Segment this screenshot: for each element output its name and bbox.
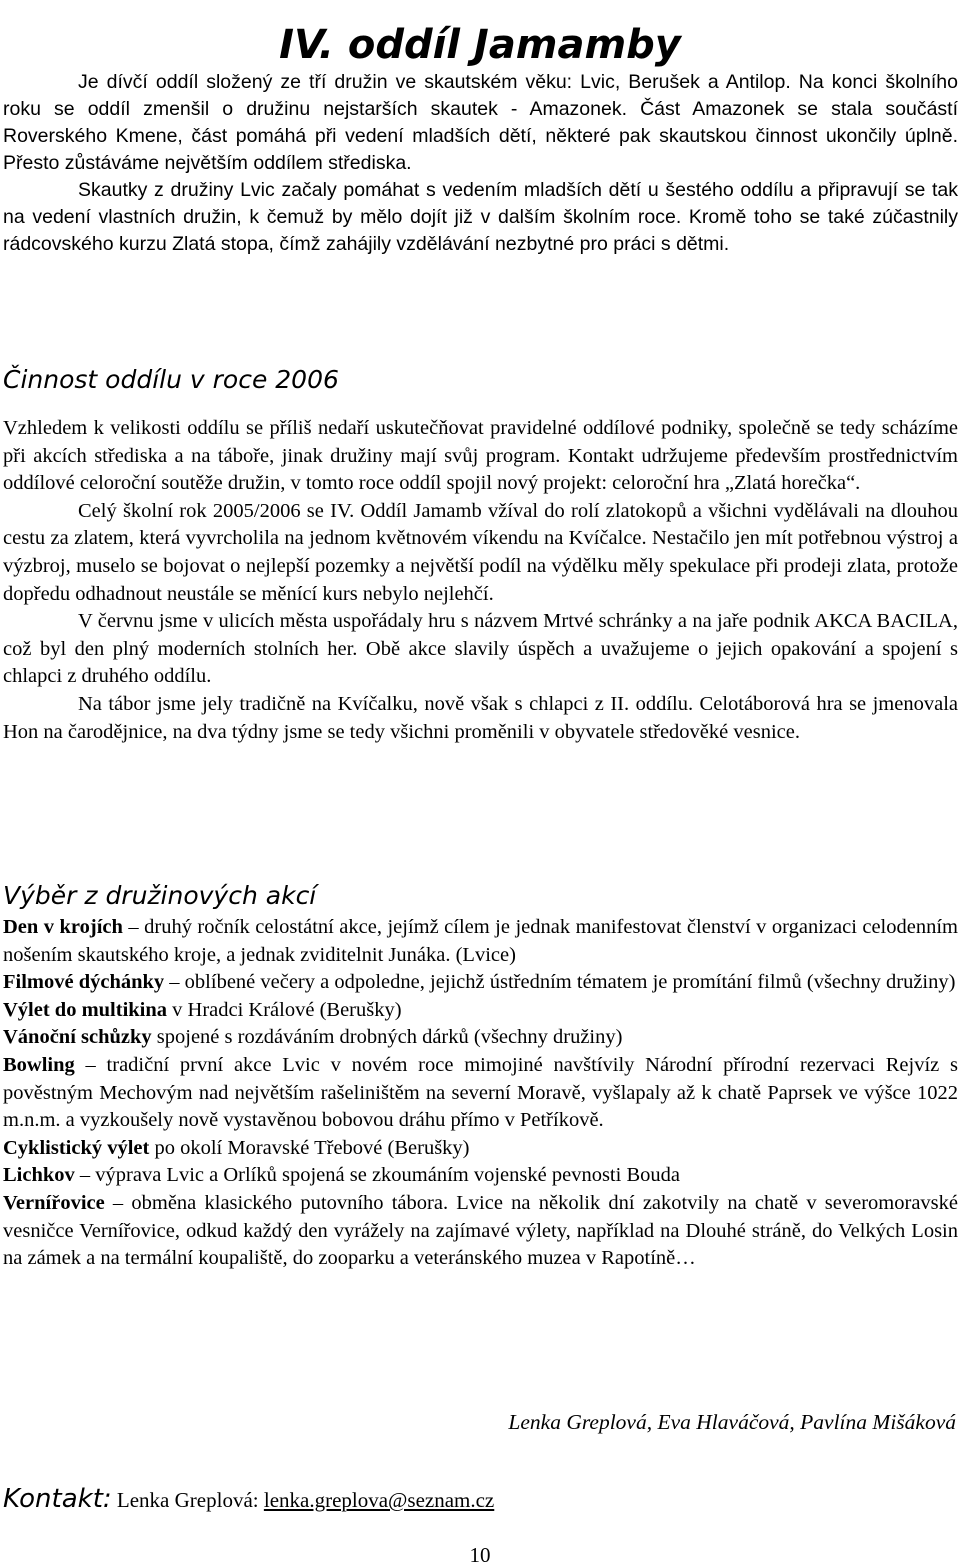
intro-paragraph-2: Skautky z družiny Lvic začaly pomáhat s vedením mladších dětí u šestého oddílu a připravují se tak na vedení vlastních družin, k čemuž by mělo dojít již v dalším školním roce. Kromě toho se také zúčastnily rádcovského kurzu Zlatá stopa, čímž zahájily vzdělávání nezbytné pro práci s dětmi.: [3, 179, 958, 255]
activity-paragraph-4: Na tábor jsme jely tradičně na Kvíčalku, nově však s chlapci z II. oddílu. Celotáborová hra se jmenovala Hon na čarodějnice, na dva týdny jsme se tedy všichni proměnili v obyvatele středověké vesnice.: [3, 692, 958, 743]
event-item: [3, 1162, 958, 1190]
contact-label: Kontakt:: [3, 1484, 112, 1514]
activity-paragraph-3: V červnu jsme v ulicích města uspořádaly hru s názvem Mrtvé schránky a na jaře podnik AKCA BACILA, což byl den plný moderních stolních her. Obě akce slavily úspěch a uvažujeme o jejich opakování a spojení s chlapci z druhého oddílu.: [3, 610, 958, 688]
contact-line: [3, 1483, 494, 1516]
page-number: 10: [469, 1543, 491, 1567]
intro-paragraph-1: Je dívčí oddíl složený ze tří družin ve skautském věku: Lvic, Berušek a Antilop. Na konci školního roku se oddíl zmenšil o družinu nejstarších skautek - Amazonek. Část Amazonek se stala součástí Roverského Kmene, část pomáhá při vedení mladších dětí, některé pak skautskou činnost ukončily úplně. Přesto zůstáváme největším oddílem střediska.: [3, 71, 958, 174]
event-item: [3, 914, 958, 969]
contact-email-link[interactable]: lenka.greplova@seznam.cz: [263, 1488, 495, 1512]
event-description: – obměna klasického putovního tábora. Lvice na několik dní zakotvily na chatě v severomoravské vesničce Vernířovice, odkud každý den vyrážely na zajímavé výlety, například na Dlouhé stráně, do Velkých Losin na zámek a na termální koupaliště, do zooparku a veteránského muzea v Rapotíně…: [3, 1191, 958, 1270]
event-name: Cyklistický výlet: [3, 1136, 150, 1159]
events-heading: Výběr z družinových akcí: [3, 881, 317, 910]
event-item: [3, 1135, 958, 1163]
activity-paragraph-1: Vzhledem k velikosti oddílu se příliš nedaří uskutečňovat pravidelné oddílové podniky, společně se tedy scházíme při akcích střediska a na táboře, jinak družiny mají svůj program. Kontakt udržujeme především prostřednictvím oddílové celoroční soutěže družin, v tomto roce oddíl spojil nový projekt: celoroční hra „Zlatá horečka“.: [3, 417, 958, 495]
contact-name: Lenka Greplová:: [111, 1488, 264, 1512]
event-description: – výprava Lvic a Orlíků spojená se zkoumáním vojenské pevnosti Bouda: [74, 1164, 680, 1187]
event-item: [3, 1190, 958, 1273]
event-name: Lichkov: [3, 1164, 75, 1187]
event-description: po okolí Moravské Třebové (Berušky): [149, 1136, 470, 1159]
event-item: [3, 1024, 958, 1052]
event-description: – tradiční první akce Lvic v novém roce mimojiné navštívily Národní přírodní rezervaci Rejvíz s pověstným Mechovým nad největším rašeliništěm na severní Moravě, vyšlapaly až k chatě Paprsek ve výšce 1022 m.n.m. a vyzkoušely nově vystavěnou bobovou dráhu přímo v Petříkově.: [3, 1053, 958, 1132]
event-name: Vánoční schůzky: [3, 1026, 152, 1049]
event-name: Vernířovice: [3, 1191, 105, 1214]
event-description: – druhý ročník celostátní akce, jejímž cílem je jednak manifestovat členství v organizaci celodenním nošením skautského kroje, a jednak zviditelnit Junáka. (Lvice): [3, 916, 958, 966]
signature: Lenka Greplová, Eva Hlaváčová, Pavlína Mišáková: [508, 1410, 956, 1434]
activity-heading: Činnost oddílu v roce 2006: [3, 365, 339, 394]
event-item: [3, 997, 958, 1025]
event-description: v Hradci Králové (Berušky): [167, 998, 402, 1021]
events-list: [3, 914, 958, 1273]
event-name: Bowling: [3, 1053, 75, 1076]
event-name: Výlet do multikina: [3, 998, 168, 1021]
event-name: Den v krojích: [3, 916, 123, 938]
page-title: IV. oddíl Jamamby: [279, 21, 681, 68]
event-name: Filmové dýchánky: [3, 971, 165, 994]
intro-section: [3, 69, 958, 258]
event-item: [3, 969, 958, 997]
event-item: [3, 1052, 958, 1135]
event-description: spojené s rozdáváním drobných dárků (všechny družiny): [151, 1026, 623, 1049]
event-description: – oblíbené večery a odpoledne, jejichž ústředním tématem je promítání filmů (všechny družiny): [164, 971, 956, 994]
activity-paragraph-2: Celý školní rok 2005/2006 se IV. Oddíl Jamamb vžíval do rolí zlatokopů a všichni vydělávali na dlouhou cestu za zlatem, která vyvrcholila na jednom květnovém víkendu na Kvíčalce. Nestačilo jen mít potřebnou výstroj a výzbroj, muselo se bojovat o nejlepší pozemky a největší podíl na výdělku měly spekulace při prodeji zlata, protože dopředu odhadnout neustále se měnící kurs nebylo nejlehčí.: [3, 499, 958, 605]
activity-section: [3, 415, 958, 746]
